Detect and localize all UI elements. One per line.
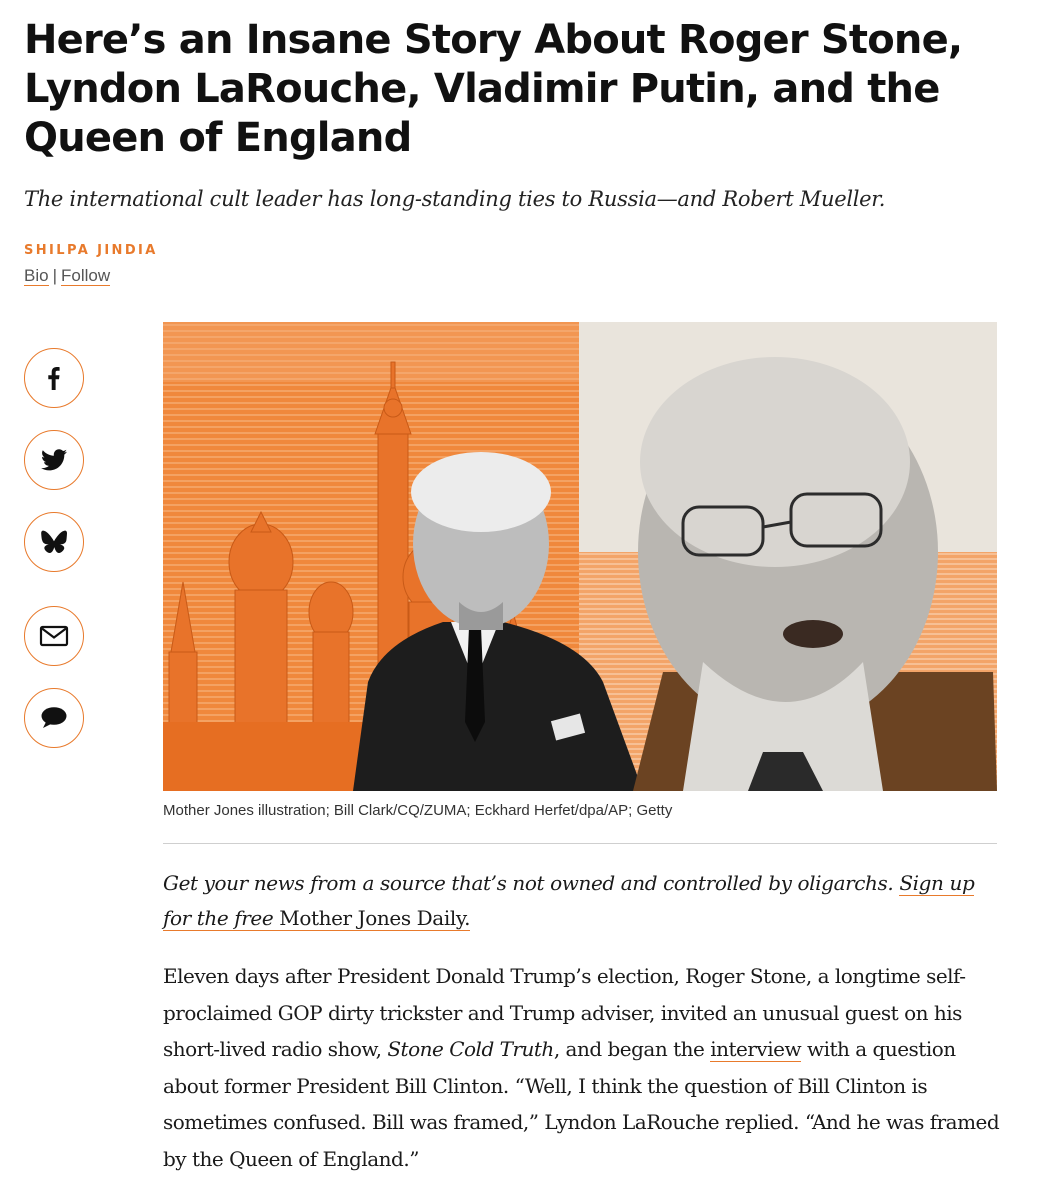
- share-comments-button[interactable]: [24, 688, 84, 748]
- share-facebook-button[interactable]: [24, 348, 84, 408]
- paragraph-text-3: with a question about former President Bill Clinton. “Well, I think the question of Bill Clinton is sometimes confused. Bill was framed,” Lyndon LaRouche replied. “And he was framed by the Queen of England.”: [163, 1037, 1000, 1171]
- author-name[interactable]: SHILPA JINDIA: [24, 243, 158, 258]
- share-email-button[interactable]: [24, 606, 84, 666]
- hero-image: [163, 322, 997, 791]
- article-dek: The international cult leader has long-standing ties to Russia—and Robert Mueller.: [24, 187, 886, 211]
- article-paragraph: [163, 958, 1003, 1177]
- interview-link[interactable]: interview: [710, 1037, 802, 1061]
- promo-text: Get your news from a source that’s not owned and controlled by oligarchs.: [163, 871, 900, 895]
- newsletter-brand: Mother Jones Daily.: [279, 906, 471, 930]
- divider: [163, 843, 997, 844]
- author-follow-link[interactable]: Follow: [61, 266, 111, 285]
- facebook-icon: [43, 366, 65, 390]
- bluesky-icon: [41, 530, 67, 554]
- hero-illustration: [163, 322, 997, 791]
- radio-show-title: Stone Cold Truth: [387, 1037, 554, 1061]
- author-links: [24, 266, 110, 286]
- share-twitter-button[interactable]: [24, 430, 84, 490]
- paragraph-text-2: , and began the: [553, 1037, 711, 1061]
- author-links-separator: |: [52, 266, 57, 285]
- hero-caption: Mother Jones illustration; Bill Clark/CQ/ZUMA; Eckhard Herfet/dpa/AP; Getty: [163, 802, 673, 819]
- newsletter-promo: [163, 866, 997, 936]
- paragraph-text-1: Eleven days after President Donald Trump’s election, Roger Stone, a longtime self-proclaimed GOP dirty trickster and Trump adviser, invited an unusual guest on his short-lived radio show,: [163, 964, 966, 1061]
- comment-icon: [40, 706, 68, 730]
- email-icon: [39, 624, 69, 648]
- share-bluesky-button[interactable]: [24, 512, 84, 572]
- newsletter-signup-link-label: Sign up for the free: [163, 871, 975, 930]
- twitter-icon: [41, 449, 67, 471]
- author-bio-link[interactable]: Bio: [24, 266, 49, 285]
- article-headline: Here’s an Insane Story About Roger Stone, Lyndon LaRouche, Vladimir Putin, and the Queen of England: [24, 17, 963, 161]
